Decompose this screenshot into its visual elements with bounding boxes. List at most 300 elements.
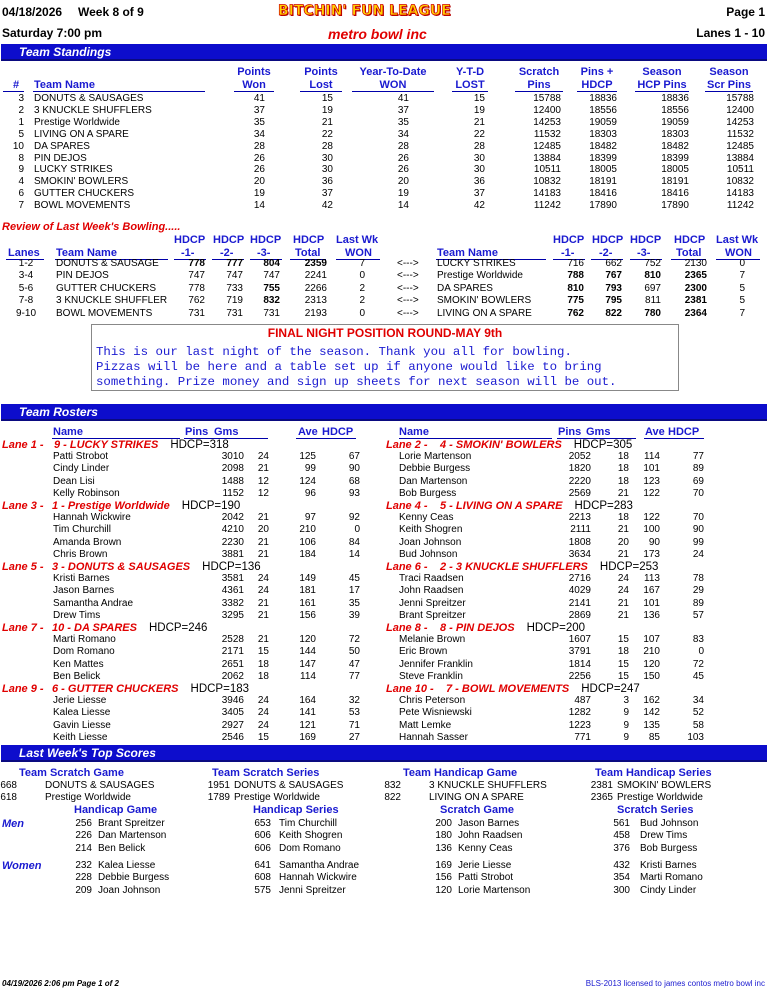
notice-line-3: something. Prize money and sign up sheets for next season will be out. xyxy=(96,375,617,389)
standings-col-header: Y-T-D xyxy=(455,66,485,78)
player-name: Bud Johnson xyxy=(399,548,458,560)
standings-col-header: Points xyxy=(304,66,338,78)
standings-value: 22 xyxy=(321,128,333,140)
player-stat: 9 xyxy=(623,731,629,743)
player-stat: 96 xyxy=(304,487,316,499)
standings-value: 14 xyxy=(397,200,409,212)
player-stat: 18 xyxy=(257,670,269,682)
review-score-left: 747 xyxy=(263,270,280,282)
individual-score-value: 156 xyxy=(435,872,452,884)
lane-label: Lane 2 - xyxy=(386,439,428,451)
individual-score-name: Dom Romano xyxy=(279,842,341,854)
player-stat: 771 xyxy=(574,731,591,743)
player-stat: 27 xyxy=(348,731,360,743)
standings-value: 18836 xyxy=(661,93,689,104)
team-name: LIVING ON A SPARE xyxy=(34,128,129,140)
individual-score-name: Joan Johnson xyxy=(98,884,161,896)
review-score-left: 777 xyxy=(226,258,243,269)
player-stat: 2062 xyxy=(221,670,244,682)
standings-col-header: Won xyxy=(242,79,266,91)
standings-value: 17890 xyxy=(661,200,689,212)
player-stat: 24 xyxy=(257,573,269,585)
review-score-left: 2266 xyxy=(304,282,327,294)
individual-score-name: Bud Johnson xyxy=(640,818,699,829)
standings-col-header: Season xyxy=(709,66,749,78)
player-stat: 18 xyxy=(617,463,629,475)
player-stat: 45 xyxy=(348,573,360,585)
player-stat: 0 xyxy=(354,524,360,536)
roster-name-header: Name xyxy=(53,426,83,438)
top-score-title: Team Scratch Series xyxy=(212,767,320,779)
player-stat: 52 xyxy=(692,707,704,719)
individual-score-value: 354 xyxy=(613,872,630,884)
team-rosters-title: Team Rosters xyxy=(19,405,98,419)
player-name: Drew Tims xyxy=(53,609,101,621)
standings-value: 35 xyxy=(253,116,265,128)
standings-value: 13884 xyxy=(726,152,754,164)
standings-value: 30 xyxy=(473,152,485,164)
standings-value: 26 xyxy=(397,152,409,164)
player-stat: 84 xyxy=(348,536,360,548)
review-team-right: Prestige Worldwide xyxy=(437,270,523,282)
player-stat: 50 xyxy=(348,646,360,658)
review-lanes: 5-6 xyxy=(18,282,34,294)
player-stat: 35 xyxy=(348,597,360,609)
men-label: Men xyxy=(2,818,24,830)
player-stat: 45 xyxy=(692,670,704,682)
lane-label: Lane 4 - xyxy=(386,500,428,512)
standings-value: 20 xyxy=(397,176,409,188)
review-col-header: HDCP xyxy=(630,234,662,246)
player-stat: 3405 xyxy=(221,707,244,719)
player-stat: 97 xyxy=(304,512,316,524)
top-score-name: DONUTS & SAUSAGES xyxy=(45,780,155,791)
individual-score-name: Hannah Wickwire xyxy=(279,872,357,884)
player-stat: 2213 xyxy=(568,512,591,524)
team-hdcp: HDCP=247 xyxy=(581,683,640,695)
team-hdcp: HDCP=283 xyxy=(574,500,633,512)
standings-col-header: Year-To-Date xyxy=(359,66,427,78)
standings-value: 18416 xyxy=(589,188,617,200)
roster-col-header: Ave xyxy=(645,426,665,438)
player-stat: 57 xyxy=(692,609,704,621)
individual-score-value: 214 xyxy=(75,842,92,854)
team-name: LUCKY STRIKES xyxy=(34,164,113,176)
team-number: 1 xyxy=(18,116,24,128)
individual-score-title: Handicap Series xyxy=(253,804,339,816)
individual-score-name: Samantha Andrae xyxy=(279,860,360,871)
notice-line-2: Pizzas will be here and a table set up if anyone would like to bring xyxy=(96,360,602,374)
player-stat: 1607 xyxy=(568,634,591,646)
review-team-right: LUCKY STRIKES xyxy=(437,258,516,269)
review-score-right: 775 xyxy=(567,295,584,307)
review-team-left: DONUTS & SAUSAGE xyxy=(56,258,159,269)
standings-value: 14183 xyxy=(533,188,561,200)
individual-score-name: Debbie Burgess xyxy=(98,872,170,884)
player-stat: 167 xyxy=(643,585,660,597)
review-col-header: -1- xyxy=(561,247,575,259)
review-score-left: 755 xyxy=(263,282,280,294)
review-score-right: 716 xyxy=(567,258,584,269)
player-stat: 3382 xyxy=(221,597,244,609)
player-stat: 4029 xyxy=(568,585,591,597)
standings-value: 18191 xyxy=(661,176,689,188)
top-scores-bar xyxy=(1,745,767,762)
player-stat: 1488 xyxy=(221,475,244,487)
player-stat: 2111 xyxy=(570,524,591,536)
player-stat: 24 xyxy=(617,573,629,585)
player-name: Keith Shogren xyxy=(399,524,463,536)
team-hdcp: HDCP=136 xyxy=(202,561,261,573)
standings-value: 28 xyxy=(397,140,409,152)
player-stat: 2230 xyxy=(221,536,244,548)
header-underline xyxy=(644,438,704,439)
review-score-right: 5 xyxy=(739,282,745,294)
center-name: metro bowl inc xyxy=(328,26,427,42)
standings-value: 18191 xyxy=(589,176,617,188)
player-name: Lorie Martenson xyxy=(399,451,472,463)
roster-col-header: Ave xyxy=(298,426,318,438)
lane-label: Lane 7 - xyxy=(2,622,44,634)
player-stat: 83 xyxy=(692,634,704,646)
versus-arrow: <---> xyxy=(397,295,419,307)
player-stat: 89 xyxy=(692,463,704,475)
review-score-right: 2365 xyxy=(684,270,707,282)
individual-score-title: Scratch Game xyxy=(440,804,514,816)
individual-score-value: 432 xyxy=(613,860,630,871)
footer-printed: 04/19/2026 2:06 pm Page 1 of 2 xyxy=(2,979,119,988)
standings-value: 18416 xyxy=(661,188,689,200)
review-team-left: GUTTER CHUCKERS xyxy=(56,282,157,294)
review-score-right: 780 xyxy=(644,307,661,319)
review-score-right: 793 xyxy=(605,282,622,294)
player-stat: 164 xyxy=(299,695,316,707)
individual-score-value: 641 xyxy=(254,860,271,871)
review-col-header: -3- xyxy=(257,247,271,259)
team-number: 4 xyxy=(18,176,24,188)
player-stat: 85 xyxy=(648,731,660,743)
standings-value: 34 xyxy=(397,128,409,140)
review-score-right: 7 xyxy=(739,270,745,282)
player-stat: 3010 xyxy=(221,451,244,463)
player-stat: 120 xyxy=(299,634,316,646)
player-stat: 70 xyxy=(692,512,704,524)
player-stat: 24 xyxy=(617,585,629,597)
player-stat: 53 xyxy=(348,707,360,719)
roster-team-name: 1 - Prestige Worldwide xyxy=(52,500,170,512)
lane-label: Lane 9 - xyxy=(2,683,44,695)
player-stat: 21 xyxy=(257,536,269,548)
player-name: Steve Franklin xyxy=(399,670,463,682)
review-col-header: HDCP xyxy=(592,234,624,246)
top-score-name: DONUTS & SAUSAGES xyxy=(234,780,344,791)
review-score-right: 767 xyxy=(605,270,622,282)
player-stat: 136 xyxy=(643,609,660,621)
individual-score-name: Brant Spreitzer xyxy=(98,818,165,829)
player-stat: 77 xyxy=(348,670,360,682)
review-score-left: 2193 xyxy=(304,307,327,319)
player-stat: 122 xyxy=(643,512,660,524)
review-score-right: 788 xyxy=(567,270,584,282)
review-score-left: 7 xyxy=(359,258,365,269)
header-underline xyxy=(515,91,563,92)
player-stat: 120 xyxy=(643,658,660,670)
player-stat: 9 xyxy=(623,707,629,719)
review-score-left: 762 xyxy=(188,295,205,307)
lane-label: Lane 5 - xyxy=(2,561,44,573)
player-stat: 90 xyxy=(648,536,660,548)
player-stat: 141 xyxy=(299,707,316,719)
player-stat: 3581 xyxy=(221,573,244,585)
player-stat: 114 xyxy=(300,670,316,682)
top-score-title: Team Handicap Series xyxy=(595,767,712,779)
player-stat: 210 xyxy=(643,646,660,658)
header-underline xyxy=(452,91,488,92)
player-stat: 18 xyxy=(617,512,629,524)
player-stat: 101 xyxy=(643,463,660,475)
review-lanes: 9-10 xyxy=(15,307,36,319)
player-stat: 101 xyxy=(643,597,660,609)
player-stat: 184 xyxy=(299,548,316,560)
review-lanes: 7-8 xyxy=(18,295,34,307)
team-name: PIN DEJOS xyxy=(34,152,87,164)
player-stat: 113 xyxy=(644,573,660,585)
review-score-right: 762 xyxy=(567,307,584,319)
player-stat: 487 xyxy=(574,695,591,707)
individual-score-value: 200 xyxy=(435,818,452,829)
standings-value: 11532 xyxy=(533,128,561,140)
individual-score-name: Patti Strobot xyxy=(458,872,514,884)
notice-title: FINAL NIGHT POSITION ROUND-MAY 9th xyxy=(267,326,503,340)
player-stat: 47 xyxy=(348,658,360,670)
standings-value: 10832 xyxy=(726,176,754,188)
review-score-right: 795 xyxy=(605,295,622,307)
lanes-label: Lanes 1 - 10 xyxy=(696,26,765,40)
player-name: Hannah Wickwire xyxy=(53,512,131,524)
individual-score-value: 606 xyxy=(254,842,271,854)
player-stat: 24 xyxy=(257,695,269,707)
player-stat: 24 xyxy=(692,548,704,560)
player-stat: 142 xyxy=(643,707,660,719)
player-name: Jennifer Franklin xyxy=(399,658,473,670)
player-name: Cindy Linder xyxy=(53,463,110,475)
review-score-right: 2364 xyxy=(684,307,707,319)
individual-score-value: 608 xyxy=(254,872,271,884)
standings-value: 35 xyxy=(397,116,409,128)
player-name: Matt Lemke xyxy=(399,719,452,731)
standings-col-header: LOST xyxy=(455,79,485,91)
standings-value: 30 xyxy=(321,164,333,176)
review-team-right: DA SPARES xyxy=(437,282,493,294)
top-score-value: 822 xyxy=(384,792,401,804)
review-col-header: Team Name xyxy=(56,247,117,259)
player-stat: 21 xyxy=(257,463,269,475)
individual-score-name: Jason Barnes xyxy=(458,818,520,829)
versus-arrow: <---> xyxy=(397,258,419,269)
player-stat: 210 xyxy=(299,524,316,536)
standings-value: 19 xyxy=(473,104,485,116)
page-label: Page 1 xyxy=(726,5,765,19)
player-stat: 169 xyxy=(299,731,316,743)
individual-score-value: 376 xyxy=(613,842,630,854)
player-stat: 21 xyxy=(617,597,629,609)
individual-score-value: 653 xyxy=(254,818,271,829)
standings-value: 11242 xyxy=(533,200,561,212)
player-stat: 2098 xyxy=(221,463,244,475)
player-stat: 99 xyxy=(692,536,704,548)
player-name: Kenny Ceas xyxy=(399,512,454,524)
report-date: 04/18/2026 xyxy=(2,5,63,19)
review-col-header: Last Wk xyxy=(336,234,379,246)
lane-label: Lane 8 - xyxy=(386,622,428,634)
player-name: Dan Martenson xyxy=(399,475,468,487)
player-stat: 1152 xyxy=(222,487,244,499)
standings-value: 15788 xyxy=(726,93,754,104)
review-score-left: 719 xyxy=(226,295,243,307)
player-name: Ben Belick xyxy=(53,670,101,682)
player-stat: 1820 xyxy=(568,463,591,475)
standings-col-header: Scr Pins xyxy=(706,79,752,91)
player-stat: 20 xyxy=(617,536,629,548)
standings-value: 18399 xyxy=(661,152,689,164)
review-score-right: 810 xyxy=(567,282,584,294)
roster-team-name: 7 - BOWL MOVEMENTS xyxy=(446,683,570,695)
team-name: GUTTER CHUCKERS xyxy=(34,188,135,200)
player-stat: 1282 xyxy=(568,707,591,719)
standings-value: 42 xyxy=(473,200,485,212)
individual-score-title: Handicap Game xyxy=(74,804,158,816)
standings-value: 19 xyxy=(397,188,409,200)
individual-score-name: Marti Romano xyxy=(640,872,703,884)
day-time: Saturday 7:00 pm xyxy=(2,26,103,40)
review-score-left: 832 xyxy=(263,295,280,307)
individual-score-value: 169 xyxy=(435,860,452,871)
player-stat: 12 xyxy=(257,487,269,499)
standings-value: 12400 xyxy=(726,104,754,116)
league-logo: BITCHIN' FUN LEAGUE xyxy=(278,3,451,19)
player-stat: 24 xyxy=(257,451,269,463)
player-stat: 2042 xyxy=(221,512,244,524)
standings-value: 41 xyxy=(397,93,409,104)
player-stat: 21 xyxy=(617,609,629,621)
review-col-header: HDCP xyxy=(674,234,706,246)
individual-score-name: Dan Martenson xyxy=(98,830,167,842)
player-stat: 2528 xyxy=(221,634,244,646)
player-stat: 24 xyxy=(257,707,269,719)
standings-col-header: Pins xyxy=(527,79,551,91)
review-col-header: WON xyxy=(345,247,372,259)
player-name: Eric Brown xyxy=(399,646,448,658)
player-stat: 58 xyxy=(692,719,704,731)
individual-score-name: Drew Tims xyxy=(640,830,688,842)
player-stat: 100 xyxy=(643,524,660,536)
standings-value: 21 xyxy=(473,116,485,128)
player-stat: 89 xyxy=(692,597,704,609)
top-score-name: SMOKIN' BOWLERS xyxy=(617,780,712,791)
header-underline xyxy=(3,91,24,92)
standings-value: 15 xyxy=(473,93,485,104)
team-name: SMOKIN' BOWLERS xyxy=(34,176,129,188)
player-stat: 3791 xyxy=(568,646,591,658)
standings-value: 18556 xyxy=(589,104,617,116)
roster-col-header: Pins xyxy=(185,426,209,438)
individual-score-value: 226 xyxy=(75,830,92,842)
roster-team-name: 8 - PIN DEJOS xyxy=(440,622,515,634)
top-score-value: 1951 xyxy=(207,780,230,791)
individual-score-name: Cindy Linder xyxy=(640,884,697,896)
player-name: John Raadsen xyxy=(399,585,464,597)
player-stat: 4210 xyxy=(221,524,244,536)
review-score-right: 752 xyxy=(644,258,661,269)
player-stat: 15 xyxy=(617,634,629,646)
individual-score-value: 120 xyxy=(435,884,452,896)
review-team-right: SMOKIN' BOWLERS xyxy=(437,295,532,307)
women-label: Women xyxy=(2,860,42,872)
player-name: Marti Romano xyxy=(53,634,116,646)
roster-col-header: HDCP xyxy=(322,426,354,438)
roster-col-header: Gms xyxy=(214,426,239,438)
top-score-name: 3 KNUCKLE SHUFFLERS xyxy=(429,780,547,791)
individual-score-name: Jenni Spreitzer xyxy=(279,884,346,896)
standings-value: 18303 xyxy=(589,128,617,140)
player-stat: 72 xyxy=(692,658,704,670)
standings-value: 18482 xyxy=(589,140,617,152)
standings-col-header: Pins + xyxy=(580,66,614,78)
player-stat: 69 xyxy=(692,475,704,487)
player-stat: 21 xyxy=(257,597,269,609)
review-score-right: 2130 xyxy=(684,258,707,269)
player-stat: 24 xyxy=(257,719,269,731)
player-stat: 2651 xyxy=(221,658,244,670)
top-score-value: 832 xyxy=(384,780,401,791)
player-name: Keith Liesse xyxy=(53,731,108,743)
player-stat: 1223 xyxy=(568,719,591,731)
player-stat: 32 xyxy=(348,695,360,707)
player-stat: 9 xyxy=(623,719,629,731)
team-hdcp: HDCP=190 xyxy=(181,500,241,512)
roster-team-name: 5 - LIVING ON A SPARE xyxy=(440,500,563,512)
team-hdcp: HDCP=183 xyxy=(190,683,250,695)
player-stat: 150 xyxy=(643,670,660,682)
roster-col-header: HDCP xyxy=(668,426,700,438)
player-name: Patti Strobot xyxy=(53,451,109,463)
standings-value: 19 xyxy=(321,104,333,116)
individual-score-value: 458 xyxy=(613,830,630,842)
player-stat: 15 xyxy=(617,670,629,682)
player-stat: 121 xyxy=(299,719,316,731)
standings-value: 12485 xyxy=(726,140,754,152)
player-name: Melanie Brown xyxy=(399,634,466,646)
standings-value: 18482 xyxy=(661,140,689,152)
player-stat: 2716 xyxy=(568,573,591,585)
player-name: Samantha Andrae xyxy=(53,597,134,609)
standings-value: 18836 xyxy=(589,93,617,104)
player-stat: 77 xyxy=(692,451,704,463)
standings-col-header: Lost xyxy=(309,79,333,91)
player-stat: 2569 xyxy=(568,487,591,499)
standings-value: 12485 xyxy=(533,140,561,152)
player-name: Chris Peterson xyxy=(399,695,466,707)
standings-value: 41 xyxy=(253,93,265,104)
player-stat: 71 xyxy=(348,719,360,731)
player-name: Tim Churchill xyxy=(53,524,111,536)
player-stat: 135 xyxy=(643,719,660,731)
roster-col-header: Gms xyxy=(586,426,611,438)
player-name: Bob Burgess xyxy=(399,487,457,499)
lane-label: Lane 3 - xyxy=(2,500,44,512)
roster-team-name: 6 - GUTTER CHUCKERS xyxy=(52,683,179,695)
review-col-header: Lanes xyxy=(8,247,40,259)
